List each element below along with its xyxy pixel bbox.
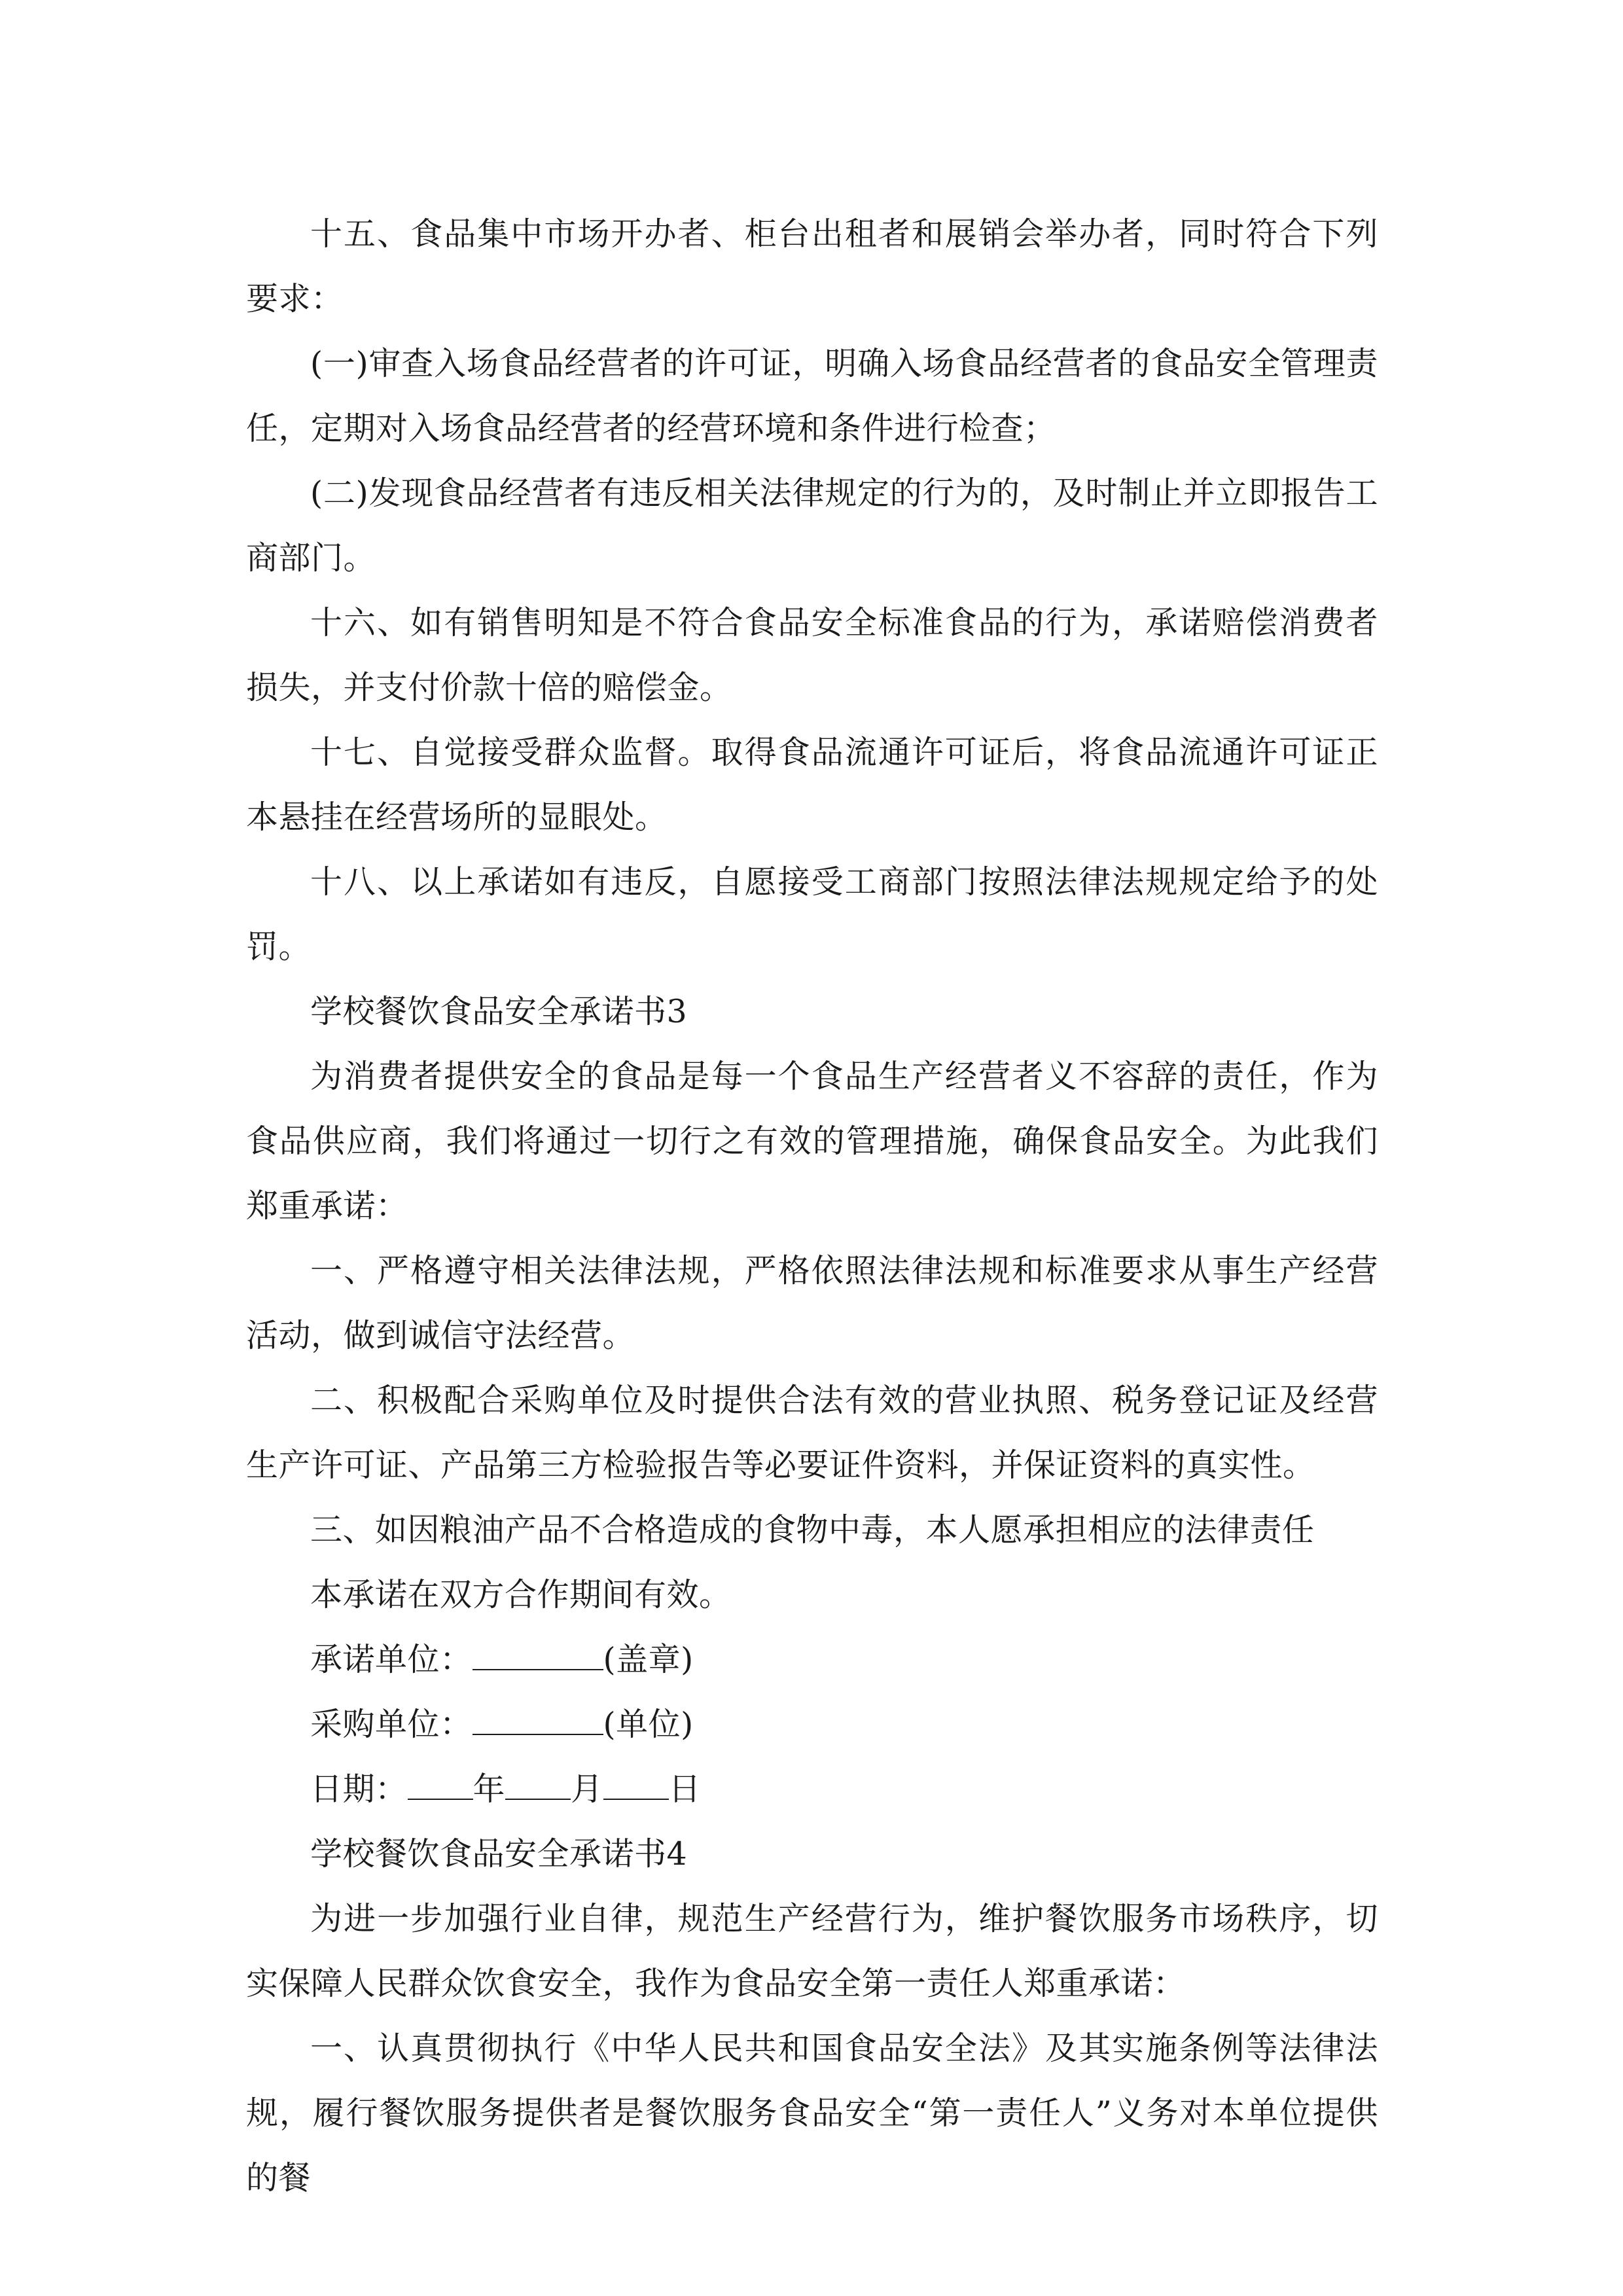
promisor-suffix: (盖章): [603, 1641, 694, 1678]
day-label: 日: [668, 1770, 702, 1808]
section3-item-1: 一、严格遵守相关法律法规，严格依照法律法规和标准要求从事生产经营活动，做到诚信守法经营。: [246, 1252, 1378, 1354]
paragraph-15-2: (二)发现食品经营者有违反相关法律规定的行为的，及时制止并立即报告工商部门。: [246, 475, 1378, 577]
date-label: 日期：: [310, 1770, 408, 1808]
section3-item-3: 三、如因粮油产品不合格造成的食物中毒，本人愿承担相应的法律责任: [310, 1511, 1315, 1549]
promisor-label: 承诺单位：: [310, 1641, 473, 1678]
year-blank[interactable]: [408, 1772, 473, 1800]
paragraph-15-1: (一)审查入场食品经营者的许可证，明确入场食品经营者的食品安全管理责任，定期对入场食品经营者的经营环境和条件进行检查；: [246, 345, 1378, 447]
purchaser-label: 采购单位：: [310, 1706, 473, 1743]
document-page: [246, 202, 1378, 2210]
month-blank[interactable]: [505, 1772, 571, 1800]
day-blank[interactable]: [603, 1772, 669, 1800]
paragraph-16: 十六、如有销售明知是不符合食品安全标准食品的行为，承诺赔偿消费者损失，并支付价款十倍的赔偿金。: [246, 604, 1378, 706]
year-label: 年: [473, 1770, 506, 1808]
section4-item-1: 一、认真贯彻执行《中华人民共和国食品安全法》及其实施条例等法律法规，履行餐饮服务提供者是餐饮服务食品安全“第一责任人”义务对本单位提供的餐: [246, 2030, 1378, 2197]
signature-date-line: [246, 1757, 1378, 1821]
paragraph-18: 十八、以上承诺如有违反，自愿接受工商部门按照法律法规规定给予的处罚。: [246, 863, 1378, 965]
section3-validity: 本承诺在双方合作期间有效。: [310, 1576, 732, 1613]
promisor-blank[interactable]: [473, 1643, 603, 1670]
section4-intro: 为进一步加强行业自律，规范生产经营行为，维护餐饮服务市场秩序，切实保障人民群众饮食安全，我作为食品安全第一责任人郑重承诺：: [246, 1900, 1378, 2002]
purchaser-blank[interactable]: [473, 1708, 603, 1735]
paragraph-15: 十五、食品集中市场开办者、柜台出租者和展销会举办者，同时符合下列要求：: [246, 215, 1378, 317]
signature-purchaser-line: [246, 1692, 1378, 1757]
section-title-3: 学校餐饮食品安全承诺书3: [310, 993, 688, 1030]
section3-item-2: 二、积极配合采购单位及时提供合法有效的营业执照、税务登记证及经营生产许可证、产品第三方检验报告等必要证件资料，并保证资料的真实性。: [246, 1382, 1378, 1484]
section-title-4: 学校餐饮食品安全承诺书4: [310, 1835, 688, 1873]
month-label: 月: [571, 1770, 603, 1808]
paragraph-17: 十七、自觉接受群众监督。取得食品流通许可证后，将食品流通许可证正本悬挂在经营场所的显眼处。: [246, 734, 1378, 836]
signature-promisor-line: [246, 1627, 1378, 1692]
purchaser-suffix: (单位): [603, 1706, 694, 1743]
section3-intro: 为消费者提供安全的食品是每一个食品生产经营者义不容辞的责任，作为食品供应商，我们将通过一切行之有效的管理措施，确保食品安全。为此我们郑重承诺：: [246, 1058, 1378, 1225]
